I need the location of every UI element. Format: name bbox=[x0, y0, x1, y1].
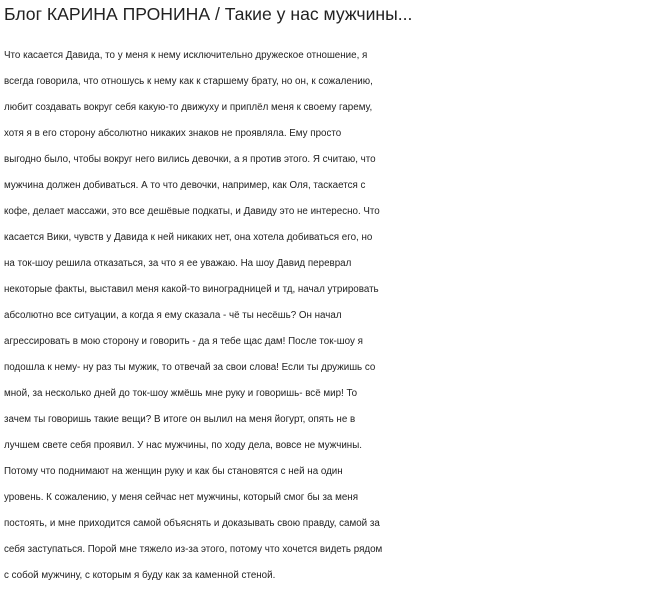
article-line: агрессировать в мою сторону и говорить - да я тебе щас дам! После ток-шоу я bbox=[4, 336, 363, 347]
article-line: уровень. К сожалению, у меня сейчас нет мужчины, который смог бы за меня bbox=[4, 492, 359, 503]
article-line: любит создавать вокруг себя какую-то движуху и приплёл меня к своему гарему, bbox=[4, 102, 373, 113]
article-line: касается Вики, чувств у Давида к ней никаких нет, она хотела добиваться его, но bbox=[4, 232, 373, 243]
article-line: хотя я в его сторону абсолютно никаких знаков не проявляла. Ему просто bbox=[4, 128, 342, 139]
page-title: Блог КАРИНА ПРОНИНА / Такие у нас мужчины... bbox=[4, 4, 413, 24]
article-line: кофе, делает массажи, это все дешёвые подкаты, и Давиду это не интересно. Что bbox=[4, 206, 380, 217]
article-line: Потому что поднимают на женщин руку и как бы становятся с ней на один bbox=[4, 466, 343, 477]
article-line: лучшем свете себя проявил. У нас мужчины, по ходу дела, вовсе не мужчины. bbox=[4, 440, 362, 451]
article-line: всегда говорила, что отношусь к нему как к старшему брату, но он, к сожалению, bbox=[4, 76, 373, 87]
article-line: зачем ты говоришь такие вещи? В итоге он вылил на меня йогурт, опять не в bbox=[4, 414, 356, 425]
article-line: выгодно было, чтобы вокруг него вились девочки, а я против этого. Я считаю, что bbox=[4, 154, 376, 165]
article-line: мужчина должен добиваться. А то что девочки, например, как Оля, таскается с bbox=[4, 180, 366, 191]
article-line: подошла к нему- ну раз ты мужик, то отвечай за свои слова! Если ты дружишь со bbox=[4, 362, 376, 373]
article-line: с собой мужчину, с которым я буду как за каменной стеной. bbox=[4, 570, 276, 581]
article-line: себя заступаться. Порой мне тяжело из-за этого, потому что хочется видеть рядом bbox=[4, 544, 383, 555]
article-line: на ток-шоу решила отказаться, за что я ее уважаю. На шоу Давид переврал bbox=[4, 258, 352, 269]
article-line: некоторые факты, выставил меня какой-то виноградницей и тд, начал утрировать bbox=[4, 284, 379, 295]
article-line: Что касается Давида, то у меня к нему исключительно дружеское отношение, я bbox=[4, 50, 368, 61]
article-body bbox=[4, 43, 670, 589]
article-line: постоять, и мне приходится самой объяснять и доказывать свою правду, самой за bbox=[4, 518, 380, 529]
article-line: мной, за несколько дней до ток-шоу жмёшь мне руку и говоришь- всё мир! То bbox=[4, 388, 358, 399]
article-line: абсолютно все ситуации, а когда я ему сказала - чё ты несёшь? Он начал bbox=[4, 310, 342, 321]
